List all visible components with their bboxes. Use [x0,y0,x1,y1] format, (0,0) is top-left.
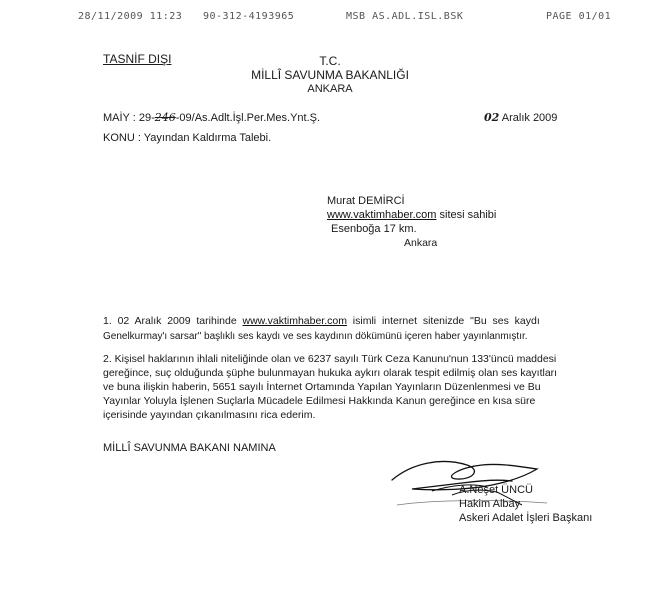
paragraph-1-website-link[interactable]: www.vaktimhaber.com [242,315,347,327]
reference-code-suffix: -09/As.Adlt.İşl.Per.Mes.Ynt.Ş. [175,112,321,124]
recipient-website-line [327,209,496,221]
paragraph-1-line-1 [103,314,540,329]
recipient-address: Esenboğa 17 km. [331,223,417,235]
reference-number [103,111,320,124]
fax-page-number: PAGE 01/01 [546,11,612,22]
paragraph-2-line-2: gereğince, suç olduğunda şüphe bulunmayan hukuka aykırı olarak tespit edilmiş olan ses kayıtları [103,367,558,379]
fax-phone: 90-312-4193965 [203,11,295,22]
classification-label: TASNİF DIŞI [103,52,172,66]
recipient-name: Murat DEMİRCİ [327,195,405,207]
letter-date-rest: Aralık 2009 [501,112,558,124]
recipient-website-suffix: sitesi sahibi [436,209,497,221]
letterhead-city: ANKARA [307,83,353,95]
fax-sender: MSB AS.ADL.ISL.BSK [346,11,464,22]
letterhead-ministry: MİLLÎ SAVUNMA BAKANLIĞI [251,68,409,82]
letter-date [484,111,557,124]
signatory-title: Askeri Adalet İşleri Başkanı [459,512,593,524]
paragraph-1-text-b: isimli internet sitenizde "Bu ses kaydı [346,315,540,327]
paragraph-2-line-3: ve buna ilişkin haberin, 5651 sayılı İnternet Ortamında Yapılan Yayınların Düzenlenmesi ve Bu [103,381,541,393]
fax-datetime: 28/11/2009 11:23 [78,11,183,22]
letter-date-day: 02 [484,111,500,124]
subject-label: KONU : [103,132,141,144]
subject-line [103,132,271,144]
recipient-city: Ankara [404,237,438,249]
paragraph-2-line-4: Yayınlar Yoluyla İşlenen Suçlarla Mücadele Edilmesi Hakkında Kanun gereğince en kısa süre [103,395,536,407]
reference-code: MAİY : 29- [103,112,155,124]
paragraph-2-line-1: 2. Kişisel haklarının ihlali niteliğinde olan ve 6237 sayılı Türk Ceza Kanunu'nun 133'üncü maddesi [103,353,557,365]
letterhead-tc: T.C. [319,54,341,68]
recipient-website-link[interactable]: www.vaktimhaber.com [327,209,437,221]
signatory-rank: Hakim Albay [459,498,521,510]
reference-handwritten-number: 246 [154,111,176,124]
paragraph-1-text-a: 1. 02 Aralık 2009 tarihinde [103,315,243,327]
paragraph-2-line-5: içerisinde yayından çıkanılmasını rica ederim. [103,409,316,421]
closing-line: MİLLÎ SAVUNMA BAKANI NAMINA [103,442,276,454]
paragraph-1-line-2: Genelkurmay'ı sarsar" başlıklı ses kaydı ve ses kaydının dökümünü içeren haber yayınlanmıştır. [103,331,528,342]
signatory-name: A.Neşet ÜNCÜ [459,484,533,496]
subject-text: Yayından Kaldırma Talebi. [143,132,272,144]
